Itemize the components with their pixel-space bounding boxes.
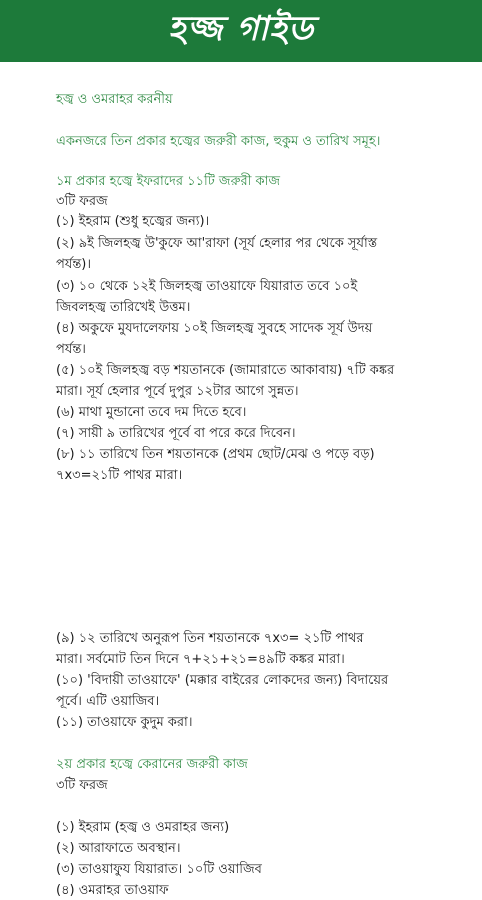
section-1-line: পর্যন্ত।	[56, 342, 86, 357]
section-1-line: (১১) তাওয়াফে কুদুম করা।	[56, 715, 193, 730]
header-title: হজ্জ গাইড	[167, 8, 315, 49]
section-2-line: (১) ইহরাম (হজ্ব ও ওমরাহর জন্য)	[56, 820, 230, 835]
section-1-line: পূর্বে। এটি ওয়াজিব।	[56, 694, 160, 709]
section-2-line: (৪) ওমরাহর তাওয়াফ	[56, 883, 169, 898]
section-1-subheading: ৩টি ফরজ	[56, 194, 108, 209]
section-1-line: মারা। সূর্য হেলার পূর্বে দুপুর ১২টার আগে সুন্নত।	[56, 384, 299, 399]
section-1-line: (৫) ১০ই জিলহজ্ব বড় শয়তানকে (জামারাতে আকাবায়) ৭টি কঙ্কর	[56, 363, 395, 378]
section-1-line: (১০) 'বিদায়ী তাওয়াফে' (মক্কার বাইরের লোকদের জন্য) বিদায়ের	[56, 673, 389, 688]
section-1-line: (৯) ১২ তারিখে অনুরূপ তিন শয়তানকে ৭x৩= ২১টি পাথর	[56, 631, 364, 646]
section-1-line: (২) ৯ই জিলহজ্ব উ'কুফে আ'রাফা (সূর্য হেলার পর থেকে সূর্যাস্ত	[56, 236, 378, 251]
section-2-line: (৩) তাওয়াফুয যিয়ারাত। ১০টি ওয়াজিব	[56, 862, 262, 877]
section-1-line: (৭) সায়ী ৯ তারিখের পূর্বে বা পরে করে দিবেন।	[56, 426, 296, 441]
app-header	[0, 0, 482, 62]
section-1-line: ৭x৩=২১টি পাথর মারা।	[56, 468, 183, 483]
section-1-line: (৪) অকুফে মুযদালেফায় ১০ই জিলহজ্ব সুবহে সাদেক সূর্য উদয়	[56, 321, 373, 336]
section-1-line: (৮) ১১ তারিখে তিন শয়তানকে (প্রথম ছোট/মেঝ ও পড়ে বড়)	[56, 447, 375, 462]
section-1-line: জিবলহজ্ব তারিখেই উত্তম।	[56, 300, 191, 315]
section-1-line: (৬) মাথা মুন্ডানো তবে দম দিতে হবে।	[56, 405, 247, 420]
section-1-line: (৩) ১০ থেকে ১২ই জিলহজ্ব তাওয়াফে যিয়ারাত তবে ১০ই	[56, 279, 358, 294]
section-2-heading: ২য় প্রকার হজ্বে কেরানের জরুরী কাজ	[56, 757, 248, 772]
section-1-heading: ১ম প্রকার হজ্বে ইফরাদের ১১টি জরুরী কাজ	[56, 174, 281, 189]
section-1-line: (১) ইহরাম (শুধু হজ্বের জন্য)।	[56, 214, 210, 229]
section-1-line: পর্যন্ত)।	[56, 257, 91, 272]
section-2-subheading: ৩টি ফরজ	[56, 778, 108, 793]
intro-title: হজ্ব ও ওমরাহর করনীয়	[56, 92, 173, 107]
section-1-line: মারা। সর্বমোট তিন দিনে ৭+২১+২১=৪৯টি কঙ্কর মারা।	[56, 652, 345, 667]
section-2-line: (২) আরাফাতে অবস্থান।	[56, 841, 181, 856]
intro-subtitle: একনজরে তিন প্রকার হজ্বের জরুরী কাজ, হুকুম ও তারিখ সমূহ।	[56, 134, 381, 149]
